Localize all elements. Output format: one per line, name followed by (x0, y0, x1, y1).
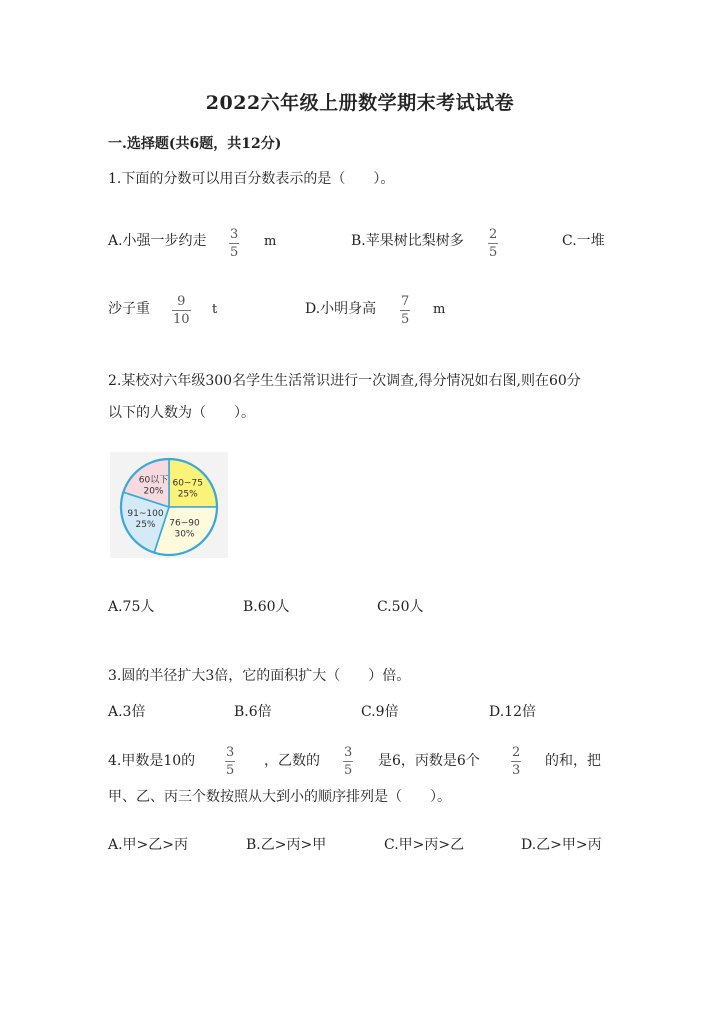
fraction-numerator: 3 (344, 745, 353, 760)
q4-fraction-1 (225, 745, 235, 778)
q2-option-b: B.60人 (243, 599, 290, 615)
fraction-bar (225, 761, 235, 762)
fraction-bar (172, 310, 191, 311)
q1-option-d-text: D.小明身高 (305, 301, 377, 317)
fraction-numerator: 9 (177, 294, 186, 309)
fraction-bar (343, 761, 353, 762)
pie-slice-label-2: 91~100 (127, 509, 164, 519)
question-1-stem: 1.下面的分数可以用百分数表示的是（ ）。 (108, 171, 395, 187)
fraction-bar (229, 243, 239, 244)
q3-option-b: B.6倍 (234, 704, 272, 720)
fraction-denominator: 5 (401, 312, 410, 327)
question-4-stem-part-4: 的和，把 (545, 753, 601, 769)
q1-option-c-text: C.一堆 (562, 233, 605, 249)
question-4-stem-part-1: 4.甲数是10的 (108, 753, 196, 769)
fraction-numerator: 3 (230, 227, 239, 242)
q2-option-a: A.75人 (108, 599, 155, 615)
fraction-numerator: 7 (401, 294, 410, 309)
pie-slice-value-0: 25% (177, 489, 198, 500)
fraction-bar (511, 761, 521, 762)
question-4-stem-part-3: 是6，丙数是6个 (378, 753, 480, 769)
page-title: 2022六年级上册数学期末考试试卷 (205, 92, 515, 114)
pie-slice-label-1: 76~90 (169, 518, 200, 529)
fraction-numerator: 2 (512, 745, 521, 760)
question-4-stem-part-2: ，乙数的 (264, 753, 320, 769)
score-pie-chart (110, 452, 228, 558)
q1-option-d-unit: m (433, 302, 446, 317)
q1-option-b-fraction (488, 227, 498, 260)
fraction-numerator: 2 (489, 227, 498, 242)
q1-option-c-continuation: 沙子重 (108, 301, 150, 317)
q1-option-c-unit: t (212, 302, 218, 317)
pie-slice-value-1: 30% (174, 529, 195, 540)
q4-option-a: A.甲>乙>丙 (108, 837, 189, 853)
pie-slice-label-3: 60以下 (138, 475, 169, 486)
q1-option-a-fraction (229, 227, 239, 260)
section-heading: 一.选择题(共6题，共12分) (108, 136, 282, 152)
fraction-numerator: 3 (226, 745, 235, 760)
fraction-denominator: 3 (512, 763, 521, 778)
q2-option-c: C.50人 (377, 599, 424, 615)
q3-option-a: A.3倍 (108, 704, 146, 720)
fraction-denominator: 5 (226, 763, 235, 778)
q3-option-c: C.9倍 (361, 704, 399, 720)
q4-option-c: C.甲>丙>乙 (384, 837, 465, 853)
q1-option-a-unit: m (264, 234, 277, 249)
fraction-bar (488, 243, 498, 244)
fraction-denominator: 5 (489, 245, 498, 260)
question-3-stem: 3.圆的半径扩大3倍，它的面积扩大（ ）倍。 (108, 668, 411, 684)
pie-slice-value-3: 20% (143, 486, 164, 497)
pie-chart-svg (110, 452, 228, 558)
question-4-stem-line-2: 甲、乙、丙三个数按照从大到小的顺序排列是（ ）。 (108, 789, 451, 805)
q4-fraction-2 (343, 745, 353, 778)
q3-option-d: D.12倍 (489, 704, 536, 720)
q4-option-d: D.乙>甲>丙 (521, 837, 602, 853)
q1-option-b-text: B.苹果树比梨树多 (351, 233, 464, 249)
fraction-denominator: 10 (173, 312, 190, 327)
question-2-stem-line-2: 以下的人数为（ ）。 (108, 405, 255, 421)
q4-fraction-3 (511, 745, 521, 778)
q1-option-d-fraction (400, 294, 410, 327)
fraction-bar (400, 310, 410, 311)
q1-option-c-fraction (172, 294, 191, 327)
pie-slice-value-2: 25% (135, 520, 156, 530)
question-2-stem-line-1: 2.某校对六年级300名学生生活常识进行一次调查,得分情况如右图,则在60分 (108, 373, 581, 389)
fraction-denominator: 5 (230, 245, 239, 260)
q4-option-b: B.乙>丙>甲 (246, 837, 327, 853)
q1-option-a-text: A.小强一步约走 (108, 233, 207, 249)
fraction-denominator: 5 (344, 763, 353, 778)
pie-slice-label-0: 60~75 (172, 478, 203, 489)
